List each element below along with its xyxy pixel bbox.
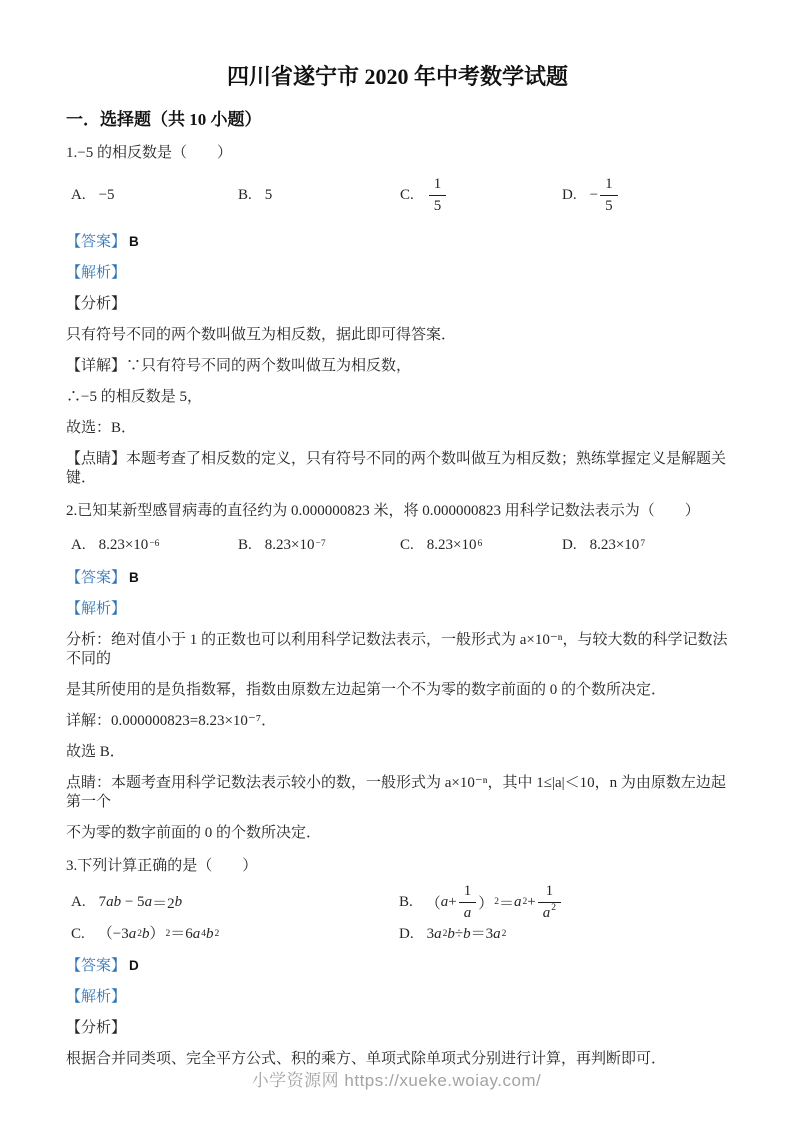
question-3-analysis-line: 根据合并同类项、完全平方公式、积的乘方、单项式除单项式分别进行计算，再判断即可． [66, 1051, 667, 1067]
question-2-stem: 2.已知某新型感冒病毒的直径约为 0.000000823 米，将 0.000000823 用科学记数法表示为（ ） [66, 503, 700, 519]
option-label: A. [71, 187, 86, 203]
question-2-option-a [71, 534, 238, 556]
option-label: A. [71, 537, 86, 553]
question-1-answer-line [66, 232, 729, 252]
question-1-detail-line: 【详解】∵只有符号不同的两个数叫做互为相反数， [66, 358, 412, 374]
option-value: 8.23×10 $^{-6}$ [98, 537, 160, 553]
question-1-option-a [71, 187, 238, 204]
question-3-jiexi-label: 【解析】 [66, 989, 127, 1005]
option-label: D. [399, 926, 414, 942]
answer-value: D [129, 958, 139, 973]
option-value: （ a + $\frac{1}{a}$ ） $^2$ ＝ a $^2$ + $\frac{1}{a^2}$ [426, 882, 563, 923]
option-value: 5 [264, 187, 273, 203]
question-2-conclusion-line: 故选 B． [66, 744, 125, 760]
question-1-option-d [562, 175, 729, 216]
question-3-stem: 3.下列计算正确的是（ ） [66, 858, 258, 874]
question-2-analysis-line: 分析：绝对值小于 1 的正数也可以利用科学记数法表示，一般形式为 a×10⁻ⁿ，与较大数的科学记数法不同的 [66, 632, 728, 667]
question-3-options-row-2 [66, 925, 729, 944]
question-1-option-b [238, 187, 400, 204]
question-2-analysis-line: 是其所使用的是负指数幂，指数由原数左边起第一个不为零的数字前面的 0 的个数所决定． [66, 682, 667, 698]
answer-label: 【答案】 [66, 570, 127, 586]
page-title: 四川省遂宁市 2020 年中考数学试题 [226, 64, 568, 89]
option-value: 8.23×10 $^{-7}$ [264, 537, 326, 553]
question-3-option-a [71, 892, 399, 913]
question-1-fenxi-label: 【分析】 [66, 296, 127, 312]
option-label: C. [71, 926, 85, 942]
option-label: D. [562, 187, 577, 203]
option-value: $\frac{1}{5}$ [427, 175, 449, 216]
answer-value: B [129, 234, 139, 249]
option-label: A. [71, 894, 86, 910]
answer-value: B [129, 570, 139, 585]
question-1-remark-line: 【点睛】本题考查了相反数的定义，只有符号不同的两个数叫做互为相反数；熟练掌握定义是解题关键． [66, 451, 727, 486]
question-3-option-d [399, 925, 729, 944]
question-1-option-c [400, 175, 562, 216]
question-3-option-c [71, 925, 399, 944]
question-2-option-d [562, 534, 729, 556]
question-2-options [66, 534, 729, 556]
option-value: − $\frac{1}{5}$ [590, 175, 620, 216]
option-value: （−3 a $^2$ b ） $^2$ ＝6 a $^4$ b $^2$ [97, 926, 220, 942]
question-2-option-c [400, 534, 562, 556]
question-1-options [66, 173, 729, 218]
option-value: −5 [98, 187, 115, 203]
question-1-analysis-line: 只有符号不同的两个数叫做互为相反数，据此即可得答案． [66, 327, 457, 343]
question-1-conclusion-line: 故选：B． [66, 420, 137, 436]
footer-watermark: 小学资源网 https://xueke.woiay.com/ [251, 1071, 542, 1090]
question-2-remark-line: 点睛：本题考查用科学记数法表示较小的数，一般形式为 a×10⁻ⁿ，其中 1≤|a|＜10，n 为由原数左边起第一个 [66, 775, 726, 810]
option-label: C. [400, 187, 414, 203]
question-3-answer-line [66, 956, 729, 976]
question-3-fenxi-label: 【分析】 [66, 1020, 127, 1036]
question-3-options-row-1 [66, 882, 729, 923]
option-value: 3 a $^2$ b ÷ b ＝3 a $^2$ [426, 926, 507, 942]
answer-label: 【答案】 [66, 958, 127, 974]
option-label: B. [238, 187, 252, 203]
option-value: 8.23×10 $^7$ [589, 537, 646, 553]
option-value: 7 ab − 5 a ＝2 b [98, 894, 183, 912]
answer-label: 【答案】 [66, 234, 127, 250]
option-label: C. [400, 537, 414, 553]
section-heading: 一．选择题（共 10 小题） [66, 110, 262, 129]
option-label: D. [562, 537, 577, 553]
question-3-option-b [399, 882, 729, 923]
question-2-jiexi-label: 【解析】 [66, 601, 127, 617]
question-1-detail-line: ∴−5 的相反数是 5， [66, 389, 202, 405]
option-label: B. [399, 894, 413, 910]
question-2-option-b [238, 534, 400, 556]
question-2-detail-line: 详解：0.000000823=8.23×10⁻⁷． [66, 713, 277, 729]
option-value: 8.23×10 $^6$ [426, 537, 483, 553]
question-2-answer-line [66, 568, 729, 588]
question-1-stem: 1.−5 的相反数是（ ） [66, 145, 232, 161]
question-1-jiexi-label: 【解析】 [66, 265, 127, 281]
option-label: B. [238, 537, 252, 553]
question-2-remark-line: 不为零的数字前面的 0 的个数所决定． [66, 825, 322, 841]
